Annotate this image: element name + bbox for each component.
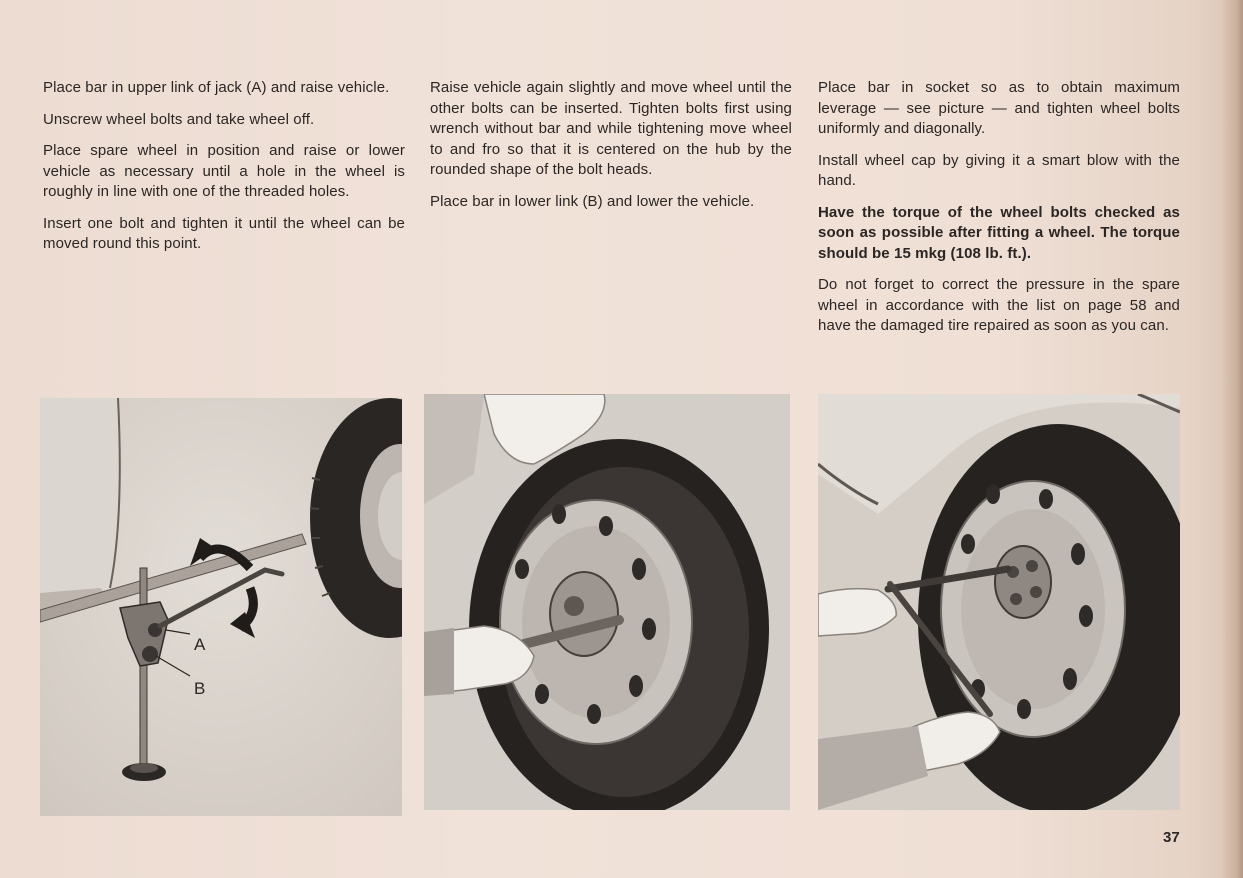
bolt-tightening-illustration	[818, 394, 1180, 810]
text-column-3	[818, 78, 1180, 348]
wheel-mounting-illustration	[424, 394, 790, 810]
paragraph: Place spare wheel in position and raise or lower vehicle as necessary until a hole in the wheel is roughly in line with one of the threaded holes.	[43, 142, 405, 200]
paragraph: Place bar in upper link of jack (A) and raise vehicle.	[43, 79, 390, 96]
book-spine-shadow	[1221, 0, 1243, 878]
text-column-1	[43, 78, 405, 266]
paragraph: Raise vehicle again slightly and move wheel until the other bolts can be inserted. Tighten bolts first using wrench without bar and while tightening move wheel to and fro so that it is centered on the hub by the rounded shape of the bolt heads.	[430, 79, 792, 178]
jack-illustration	[40, 398, 402, 816]
photo-jack-raising-vehicle	[40, 398, 402, 816]
page-number: 37	[1163, 829, 1180, 846]
paragraph: Install wheel cap by giving it a smart blow with the hand.	[818, 151, 1180, 189]
photo-tightening-wheel-bolts	[818, 394, 1180, 810]
photo-mounting-spare-wheel	[424, 394, 790, 810]
torque-warning-paragraph: Have the torque of the wheel bolts checked as soon as possible after fitting a wheel. The torque should be 15 mkg (108 lb. ft.).	[818, 203, 1180, 262]
paragraph: Place bar in lower link (B) and lower the vehicle.	[430, 192, 755, 210]
paragraph: Place bar in socket so as to obtain maximum leverage — see picture — and tighten wheel bolts uniformly and diagonally.	[818, 79, 1180, 137]
paragraph: Do not forget to correct the pressure in the spare wheel in accordance with the list on page 58 and have the damaged tire repaired as soon as you can.	[818, 276, 1180, 334]
text-column-2	[430, 78, 792, 223]
jack-label-b: B	[194, 679, 206, 698]
paragraph: Unscrew wheel bolts and take wheel off.	[43, 110, 315, 128]
paragraph: Insert one bolt and tighten it until the wheel can be moved round this point.	[43, 214, 405, 252]
jack-label-a: A	[194, 635, 206, 654]
